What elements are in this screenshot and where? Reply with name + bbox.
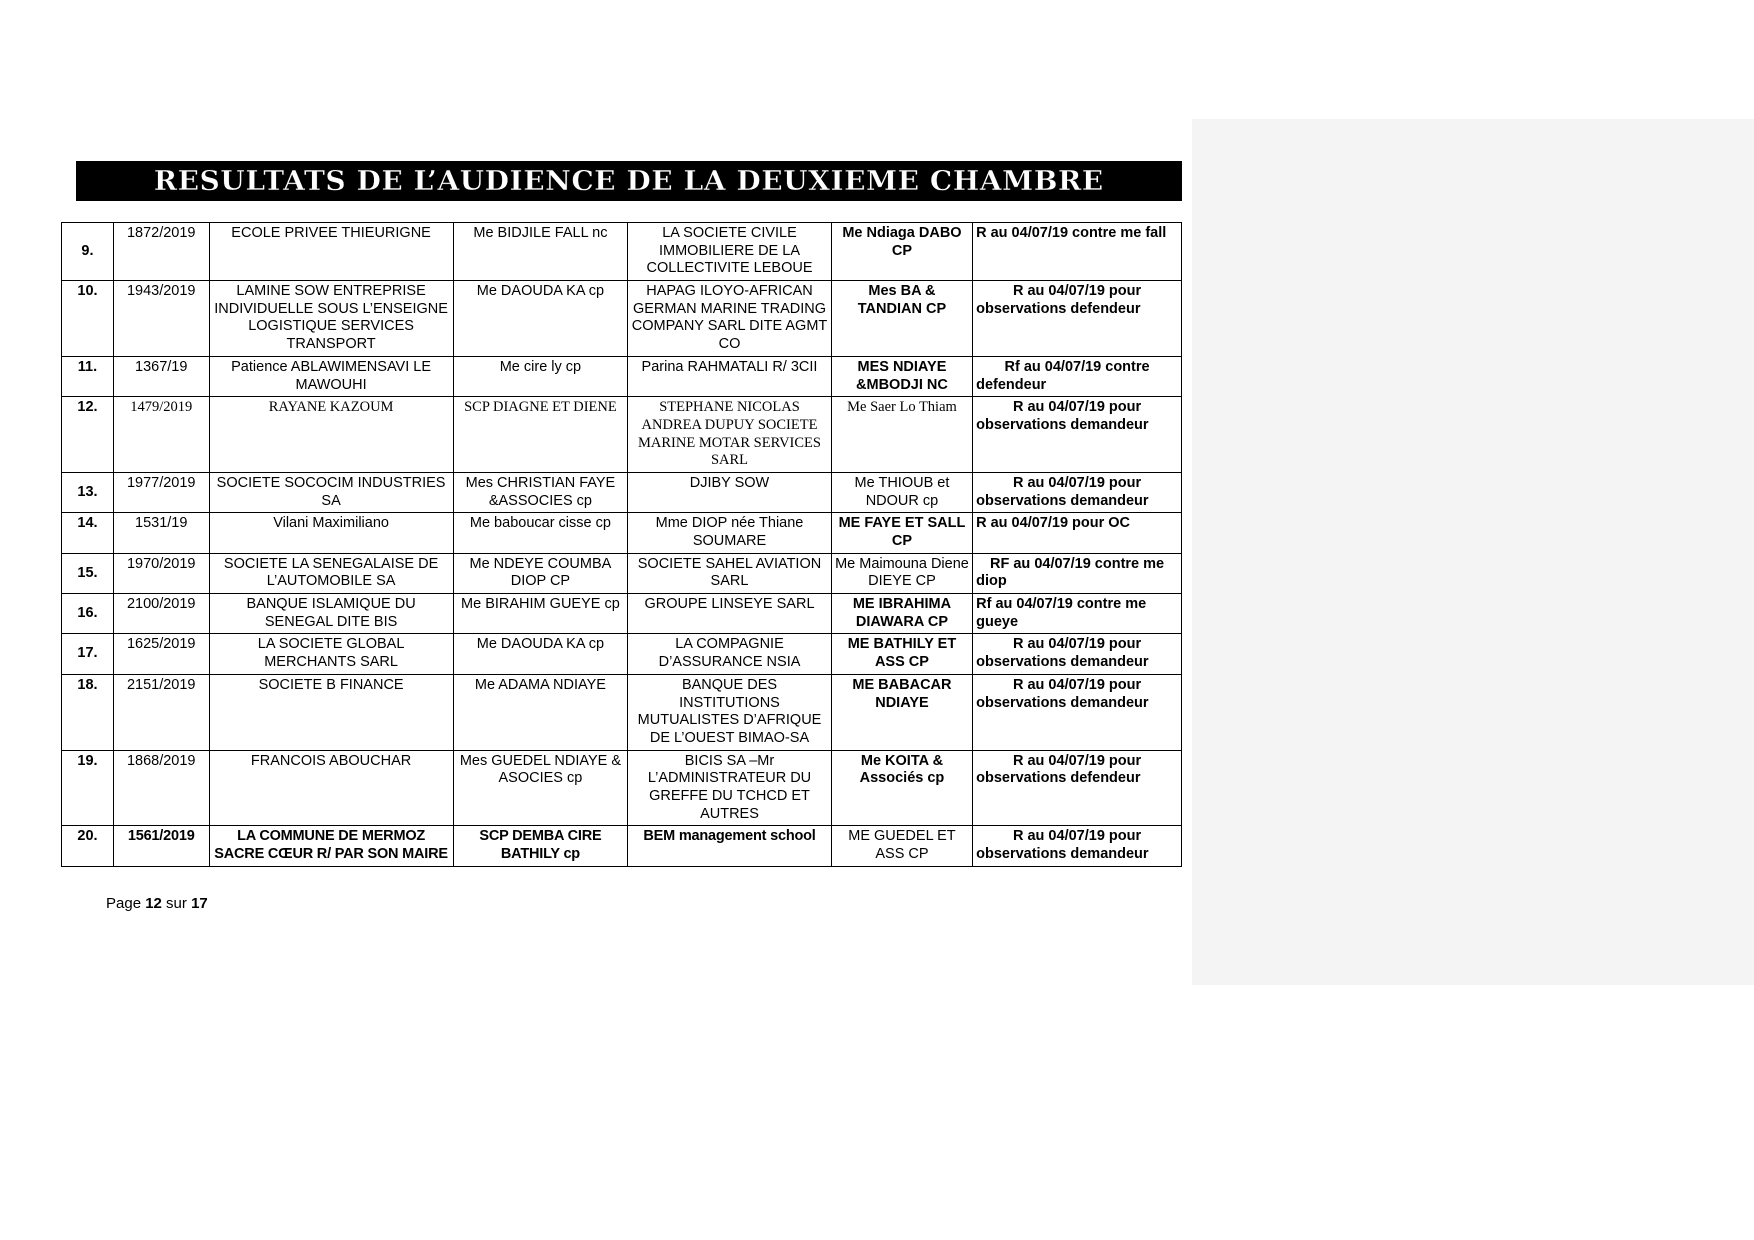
claimant-party: Patience ABLAWIMENSAVI LE MAWOUHI	[209, 356, 453, 396]
case-reference: 2151/2019	[113, 674, 209, 750]
row-number: 19.	[62, 750, 114, 826]
defendant-counsel: ME BABACAR NDIAYE	[831, 674, 972, 750]
claimant-counsel: Me baboucar cisse cp	[453, 513, 628, 553]
row-number: 14.	[62, 513, 114, 553]
defendant-counsel: Me Maimouna Diene DIEYE CP	[831, 553, 972, 593]
defendant-counsel: ME FAYE ET SALL CP	[831, 513, 972, 553]
claimant-party: RAYANE KAZOUM	[209, 397, 453, 473]
hearing-result: R au 04/07/19 pour observations defendeur	[973, 281, 1182, 357]
hearing-result: R au 04/07/19 pour observations defendeur	[973, 750, 1182, 826]
hearing-result: R au 04/07/19 pour observations demandeur	[973, 674, 1182, 750]
footer-page-number: 12	[145, 895, 162, 912]
case-reference: 1625/2019	[113, 634, 209, 674]
hearing-result: R au 04/07/19 pour OC	[973, 513, 1182, 553]
claimant-counsel: SCP DIAGNE ET DIENE	[453, 397, 628, 473]
claimant-party: LAMINE SOW ENTREPRISE INDIVIDUELLE SOUS L’ENSEIGNE LOGISTIQUE SERVICES TRANSPORT	[209, 281, 453, 357]
claimant-counsel: Me cire ly cp	[453, 356, 628, 396]
footer-prefix: Page	[106, 895, 146, 912]
page-title-banner	[76, 161, 1182, 201]
hearing-results-table	[61, 222, 1182, 867]
defendant-party: Parina RAHMATALI R/ 3CII	[628, 356, 832, 396]
defendant-counsel: Mes BA & TANDIAN CP	[831, 281, 972, 357]
defendant-party: HAPAG ILOYO-AFRICAN GERMAN MARINE TRADING COMPANY SARL DITE AGMT CO	[628, 281, 832, 357]
defendant-counsel: ME GUEDEL ET ASS CP	[831, 826, 972, 866]
table-row	[62, 826, 1182, 866]
defendant-party: BEM management school	[628, 826, 832, 866]
claimant-party: BANQUE ISLAMIQUE DU SENEGAL DITE BIS	[209, 594, 453, 634]
table-row	[62, 594, 1182, 634]
case-reference: 1561/2019	[113, 826, 209, 866]
row-number: 11.	[62, 356, 114, 396]
page-footer	[106, 895, 208, 912]
defendant-party: GROUPE LINSEYE SARL	[628, 594, 832, 634]
table-row	[62, 634, 1182, 674]
hearing-result: R au 04/07/19 pour observations demandeur	[973, 634, 1182, 674]
claimant-counsel: Mes GUEDEL NDIAYE & ASOCIES cp	[453, 750, 628, 826]
claimant-party: FRANCOIS ABOUCHAR	[209, 750, 453, 826]
claimant-counsel: Me BIDJILE FALL nc	[453, 223, 628, 281]
row-number: 20.	[62, 826, 114, 866]
row-number: 15.	[62, 553, 114, 593]
claimant-party: SOCIETE SOCOCIM INDUSTRIES SA	[209, 472, 453, 512]
defendant-counsel: ME IBRAHIMA DIAWARA CP	[831, 594, 972, 634]
table-row	[62, 223, 1182, 281]
case-reference: 1367/19	[113, 356, 209, 396]
defendant-party: STEPHANE NICOLAS ANDREA DUPUY SOCIETE MARINE MOTAR SERVICES SARL	[628, 397, 832, 473]
claimant-counsel: Me DAOUDA KA cp	[453, 634, 628, 674]
row-number: 18.	[62, 674, 114, 750]
case-reference: 1943/2019	[113, 281, 209, 357]
row-number: 12.	[62, 397, 114, 473]
defendant-party: DJIBY SOW	[628, 472, 832, 512]
claimant-party: ECOLE PRIVEE THIEURIGNE	[209, 223, 453, 281]
table-row	[62, 356, 1182, 396]
claimant-party: SOCIETE B FINANCE	[209, 674, 453, 750]
claimant-party: Vilani Maximiliano	[209, 513, 453, 553]
table-row	[62, 513, 1182, 553]
claimant-party: SOCIETE LA SENEGALAISE DE L’AUTOMOBILE SA	[209, 553, 453, 593]
footer-middle: sur	[161, 895, 192, 912]
table-row	[62, 553, 1182, 593]
hearing-result: RF au 04/07/19 contre me diop	[973, 553, 1182, 593]
case-reference: 1872/2019	[113, 223, 209, 281]
page-title: RESULTATS DE L’AUDIENCE DE LA DEUXIEME CHAMBRE	[153, 165, 1105, 197]
row-number: 17.	[62, 634, 114, 674]
case-reference: 1977/2019	[113, 472, 209, 512]
defendant-party: Mme DIOP née Thiane SOUMARE	[628, 513, 832, 553]
claimant-party: LA SOCIETE GLOBAL MERCHANTS SARL	[209, 634, 453, 674]
row-number: 10.	[62, 281, 114, 357]
defendant-party: BICIS SA –Mr L’ADMINISTRATEUR DU GREFFE DU TCHCD ET AUTRES	[628, 750, 832, 826]
case-reference: 1531/19	[113, 513, 209, 553]
case-reference: 1479/2019	[113, 397, 209, 473]
defendant-counsel: Me KOITA & Associés cp	[831, 750, 972, 826]
claimant-counsel: Me ADAMA NDIAYE	[453, 674, 628, 750]
hearing-result: R au 04/07/19 pour observations demandeur	[973, 826, 1182, 866]
case-reference: 1868/2019	[113, 750, 209, 826]
table-row	[62, 750, 1182, 826]
hearing-result: R au 04/07/19 pour observations demandeur	[973, 472, 1182, 512]
table-row	[62, 397, 1182, 473]
row-number: 9.	[62, 223, 114, 281]
row-number: 13.	[62, 472, 114, 512]
defendant-counsel: Me Saer Lo Thiam	[831, 397, 972, 473]
defendant-party: BANQUE DES INSTITUTIONS MUTUALISTES D’AFRIQUE DE L’OUEST BIMAO-SA	[628, 674, 832, 750]
claimant-party: LA COMMUNE DE MERMOZ SACRE CŒUR R/ PAR SON MAIRE	[209, 826, 453, 866]
row-number: 16.	[62, 594, 114, 634]
table-row	[62, 674, 1182, 750]
defendant-party: LA COMPAGNIE D’ASSURANCE NSIA	[628, 634, 832, 674]
hearing-result: Rf au 04/07/19 contre me gueye	[973, 594, 1182, 634]
table-row	[62, 281, 1182, 357]
hearing-result: Rf au 04/07/19 contre defendeur	[973, 356, 1182, 396]
claimant-counsel: Me BIRAHIM GUEYE cp	[453, 594, 628, 634]
claimant-counsel: Mes CHRISTIAN FAYE &ASSOCIES cp	[453, 472, 628, 512]
hearing-result: R au 04/07/19 pour observations demandeur	[973, 397, 1182, 473]
claimant-counsel: Me NDEYE COUMBA DIOP CP	[453, 553, 628, 593]
defendant-counsel: Me THIOUB et NDOUR cp	[831, 472, 972, 512]
defendant-party: SOCIETE SAHEL AVIATION SARL	[628, 553, 832, 593]
defendant-counsel: ME BATHILY ET ASS CP	[831, 634, 972, 674]
claimant-counsel: Me DAOUDA KA cp	[453, 281, 628, 357]
defendant-counsel: Me Ndiaga DABO CP	[831, 223, 972, 281]
scan-gutter	[1192, 119, 1754, 985]
claimant-counsel: SCP DEMBA CIRE BATHILY cp	[453, 826, 628, 866]
hearing-result: R au 04/07/19 contre me fall	[973, 223, 1182, 281]
case-reference: 2100/2019	[113, 594, 209, 634]
case-reference: 1970/2019	[113, 553, 209, 593]
defendant-party: LA SOCIETE CIVILE IMMOBILIERE DE LA COLLECTIVITE LEBOUE	[628, 223, 832, 281]
footer-total-pages: 17	[191, 895, 208, 912]
defendant-counsel: MES NDIAYE &MBODJI NC	[831, 356, 972, 396]
table-row	[62, 472, 1182, 512]
